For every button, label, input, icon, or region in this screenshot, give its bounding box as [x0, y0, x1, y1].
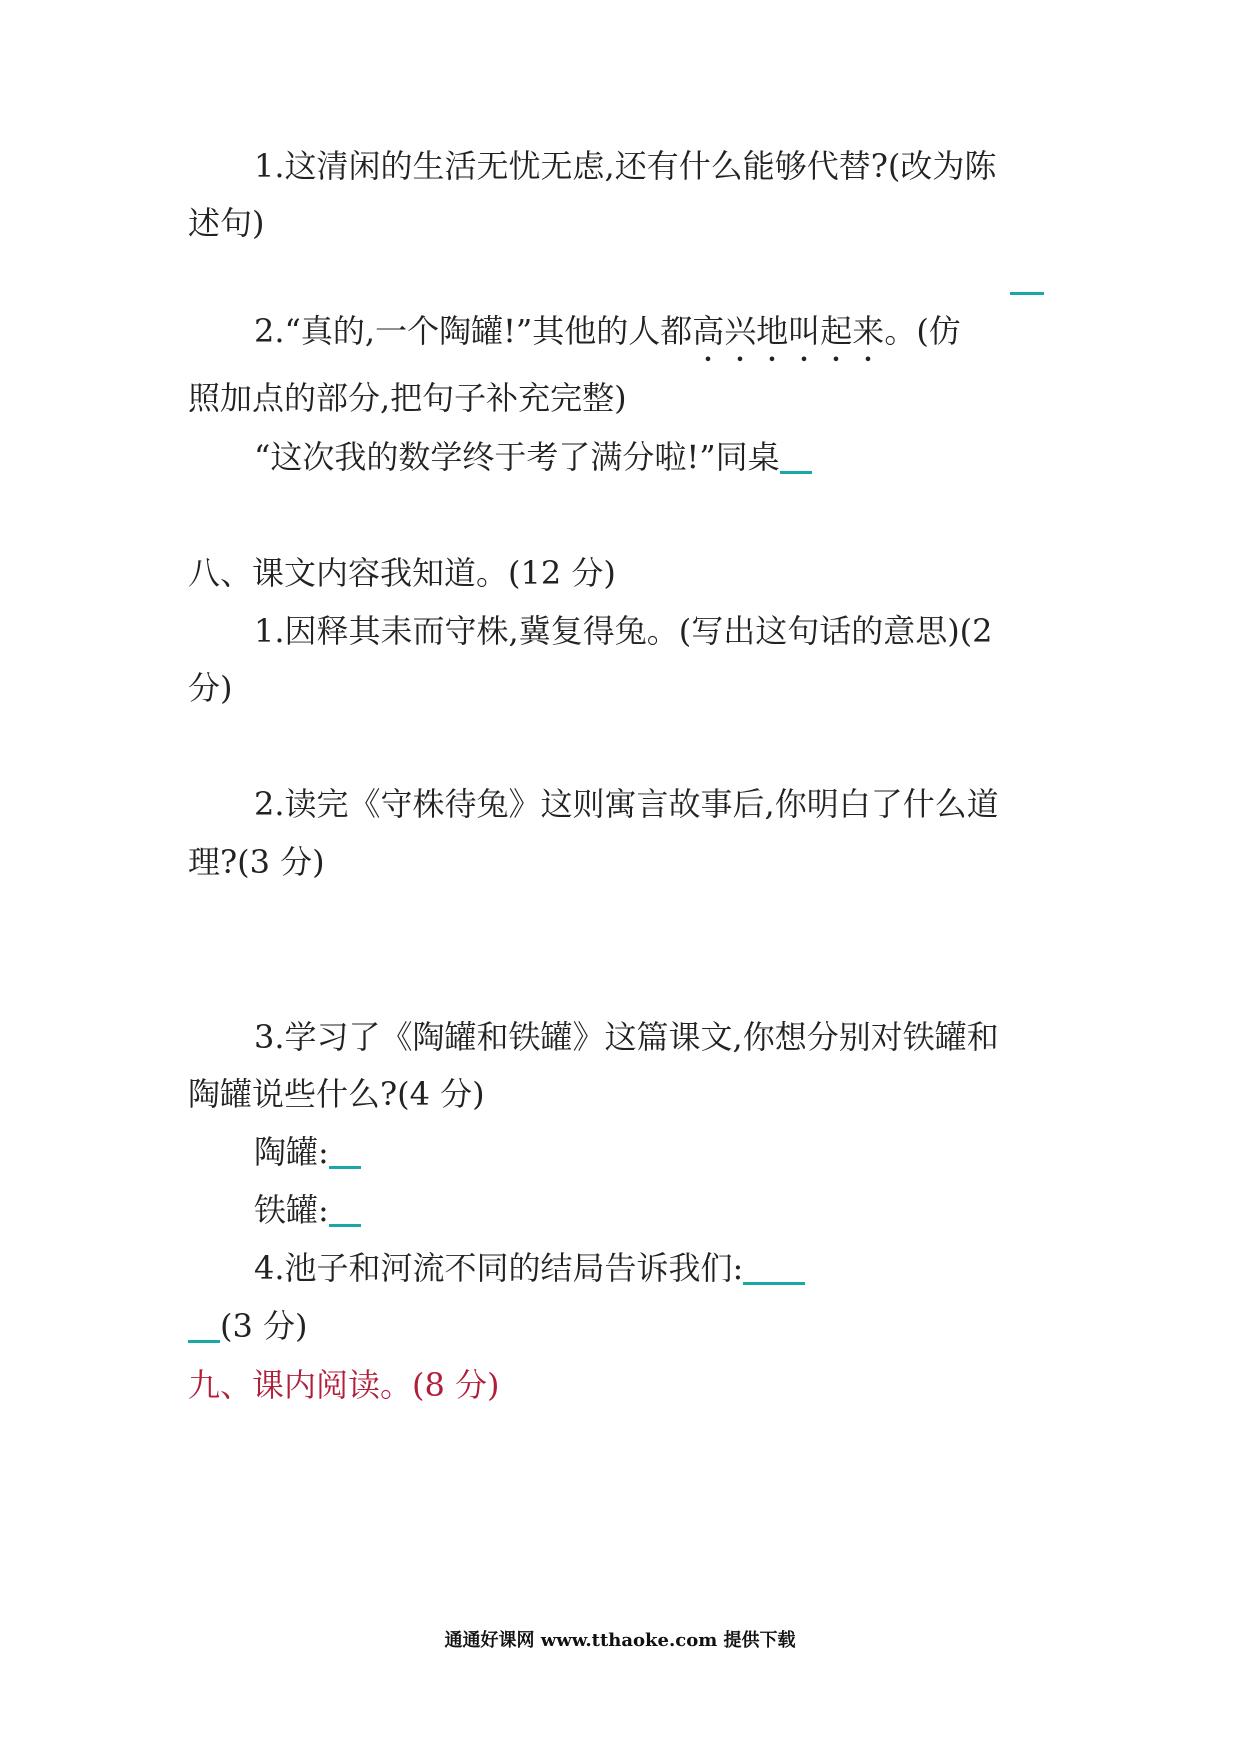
q8-item4-line1 [254, 1248, 805, 1288]
q7-item2-dotted-phrase: 高兴地叫起来 [692, 312, 885, 350]
q9-heading: 九、课内阅读。(8 分) [188, 1366, 500, 1404]
tieguan-answer-blank[interactable] [329, 1190, 361, 1227]
q8-item3-tieguan-line [254, 1190, 361, 1230]
q7-item2-text-before: 2.“真的,一个陶罐!”其他的人都 [254, 312, 693, 350]
footer-credit: 通通好课网 www.tthaoke.com 提供下载 [444, 1630, 796, 1651]
taoguan-answer-blank[interactable] [329, 1132, 361, 1169]
q7-item1-answer-blank[interactable] [1010, 258, 1044, 295]
q8-heading: 八、课文内容我知道。(12 分) [188, 554, 616, 592]
q8-item4-prompt: 4.池子和河流不同的结局告诉我们: [254, 1249, 744, 1287]
tieguan-label: 铁罐: [254, 1191, 329, 1229]
q7-item2-line2: 照加点的部分,把句子补充完整) [188, 379, 627, 417]
taoguan-label: 陶罐: [254, 1133, 329, 1171]
q7-item2-line3 [254, 437, 812, 477]
q7-item2-text-after: 。(仿 [884, 312, 961, 350]
q8-item3-line1: 3.学习了《陶罐和铁罐》这篇课文,你想分别对铁罐和 [254, 1018, 999, 1056]
q7-item2-answer-blank[interactable] [780, 437, 812, 474]
q8-item2-line2: 理?(3 分) [188, 843, 325, 881]
q7-item1-line2: 述句) [188, 204, 265, 242]
q8-item2-line1: 2.读完《守株待兔》这则寓言故事后,你明白了什么道 [254, 785, 999, 823]
q8-item1-line1: 1.因释其耒而守株,冀复得兔。(写出这句话的意思)(2 [254, 612, 993, 650]
q7-item2-example: “这次我的数学终于考了满分啦!”同桌 [254, 438, 780, 476]
q7-item2-line1 [254, 311, 961, 369]
q8-item3-line2: 陶罐说些什么?(4 分) [188, 1075, 485, 1113]
q8-item1-line2: 分) [188, 669, 233, 707]
q8-item4-line2 [188, 1306, 308, 1346]
q8-item4-answer-blank-1[interactable] [743, 1248, 805, 1285]
q8-item4-score: (3 分) [220, 1307, 308, 1345]
q8-item4-answer-blank-2[interactable] [188, 1306, 220, 1343]
q8-item3-taoguan-line [254, 1132, 361, 1172]
q7-item1-line1: 1.这清闲的生活无忧无虑,还有什么能够代替?(改为陈 [254, 147, 997, 185]
